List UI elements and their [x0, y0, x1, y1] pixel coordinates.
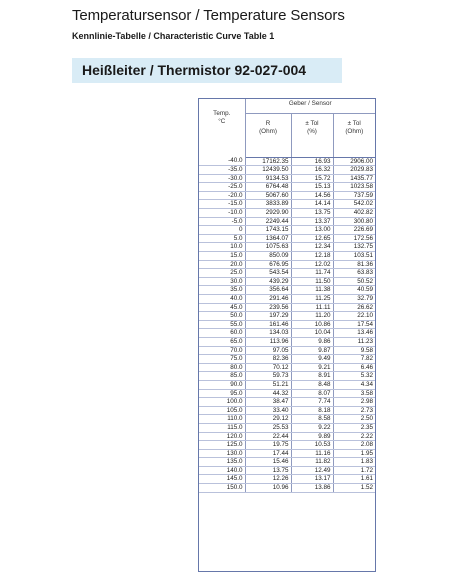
table-row [199, 363, 375, 372]
cell-resistance: 19.75 [245, 441, 291, 450]
cell-tolerance-percent: 9.21 [291, 363, 333, 372]
cell-temperature: 5.0 [199, 234, 245, 243]
table-row [199, 346, 375, 355]
cell-resistance: 17.44 [245, 449, 291, 458]
cell-temperature: 80.0 [199, 363, 245, 372]
cell-tolerance-percent: 11.50 [291, 277, 333, 286]
cell-tolerance-percent: 9.49 [291, 355, 333, 364]
cell-tolerance-ohm: 40.59 [333, 286, 375, 295]
cell-temperature: 120.0 [199, 432, 245, 441]
cell-temperature: 105.0 [199, 406, 245, 415]
cell-tolerance-ohm: 50.52 [333, 277, 375, 286]
cell-tolerance-ohm: 1.52 [333, 484, 375, 493]
table-row [199, 260, 375, 269]
cell-temperature: 50.0 [199, 312, 245, 321]
cell-tolerance-ohm: 3.58 [333, 389, 375, 398]
cell-temperature: 115.0 [199, 423, 245, 432]
table-row [199, 286, 375, 295]
cell-tolerance-ohm: 32.79 [333, 295, 375, 304]
cell-temperature: 85.0 [199, 372, 245, 381]
cell-resistance: 356.64 [245, 286, 291, 295]
cell-resistance: 97.05 [245, 346, 291, 355]
table-row [199, 312, 375, 321]
cell-temperature: -5.0 [199, 217, 245, 226]
cell-resistance: 51.21 [245, 380, 291, 389]
cell-tolerance-ohm: 63.83 [333, 269, 375, 278]
cell-tolerance-ohm: 2906.00 [333, 157, 375, 166]
table-row [199, 329, 375, 338]
cell-resistance: 70.12 [245, 363, 291, 372]
cell-resistance: 82.36 [245, 355, 291, 364]
cell-resistance: 1075.63 [245, 243, 291, 252]
table-row [199, 166, 375, 175]
table-row [199, 226, 375, 235]
cell-tolerance-percent: 11.38 [291, 286, 333, 295]
cell-resistance: 161.46 [245, 320, 291, 329]
table-row [199, 337, 375, 346]
cell-resistance: 291.46 [245, 295, 291, 304]
cell-tolerance-ohm: 13.46 [333, 329, 375, 338]
cell-temperature: 0 [199, 226, 245, 235]
cell-tolerance-percent: 13.75 [291, 209, 333, 218]
cell-tolerance-ohm: 2.08 [333, 441, 375, 450]
cell-tolerance-percent: 7.74 [291, 398, 333, 407]
cell-tolerance-percent: 12.65 [291, 234, 333, 243]
cell-tolerance-ohm: 2.98 [333, 398, 375, 407]
table-row [199, 320, 375, 329]
cell-tolerance-percent: 11.11 [291, 303, 333, 312]
cell-resistance: 676.95 [245, 260, 291, 269]
cell-tolerance-percent: 8.48 [291, 380, 333, 389]
cell-tolerance-percent: 8.07 [291, 389, 333, 398]
table-row [199, 449, 375, 458]
header-resistance-unit: (Ohm) [259, 127, 277, 135]
cell-tolerance-ohm: 1023.58 [333, 183, 375, 192]
cell-resistance: 543.54 [245, 269, 291, 278]
cell-tolerance-ohm: 7.82 [333, 355, 375, 364]
header-temperature-label: Temp. [213, 110, 231, 117]
cell-resistance: 12439.50 [245, 166, 291, 175]
cell-tolerance-ohm: 9.58 [333, 346, 375, 355]
table-row [199, 406, 375, 415]
cell-resistance: 38.47 [245, 398, 291, 407]
cell-resistance: 439.29 [245, 277, 291, 286]
cell-temperature: 10.0 [199, 243, 245, 252]
cell-tolerance-percent: 11.25 [291, 295, 333, 304]
table-row [199, 295, 375, 304]
cell-resistance: 12.26 [245, 475, 291, 484]
cell-resistance: 59.73 [245, 372, 291, 381]
table-row [199, 303, 375, 312]
cell-tolerance-percent: 12.49 [291, 466, 333, 475]
cell-temperature: -40.0 [199, 157, 245, 166]
table-row [199, 484, 375, 493]
cell-tolerance-percent: 16.32 [291, 166, 333, 175]
page-title: Temperatursensor / Temperature Sensors [72, 7, 345, 24]
cell-tolerance-percent: 8.91 [291, 372, 333, 381]
cell-resistance: 2929.90 [245, 209, 291, 218]
table-row [199, 432, 375, 441]
cell-tolerance-ohm: 22.10 [333, 312, 375, 321]
cell-temperature: 110.0 [199, 415, 245, 424]
cell-tolerance-ohm: 300.80 [333, 217, 375, 226]
table-row [199, 441, 375, 450]
header-tolerance-ohm [333, 114, 375, 157]
cell-resistance: 44.32 [245, 389, 291, 398]
table-row [199, 466, 375, 475]
cell-tolerance-percent: 8.58 [291, 415, 333, 424]
header-tolerance-ohm-unit: (Ohm) [345, 127, 364, 135]
table-row [199, 200, 375, 209]
cell-temperature: 35.0 [199, 286, 245, 295]
cell-tolerance-percent: 9.86 [291, 337, 333, 346]
cell-resistance: 239.56 [245, 303, 291, 312]
header-tolerance-percent [291, 114, 333, 157]
page-subtitle: Kennlinie-Tabelle / Characteristic Curve Table 1 [72, 31, 275, 41]
cell-tolerance-ohm: 2.35 [333, 423, 375, 432]
cell-tolerance-ohm: 402.82 [333, 209, 375, 218]
table-row [199, 269, 375, 278]
cell-tolerance-percent: 12.02 [291, 260, 333, 269]
cell-resistance: 1364.07 [245, 234, 291, 243]
cell-temperature: 40.0 [199, 295, 245, 304]
cell-resistance: 15.46 [245, 458, 291, 467]
cell-temperature: 60.0 [199, 329, 245, 338]
cell-tolerance-percent: 10.86 [291, 320, 333, 329]
resistance-table [199, 99, 375, 493]
cell-tolerance-ohm: 542.02 [333, 200, 375, 209]
cell-tolerance-ohm: 132.75 [333, 243, 375, 252]
table-row [199, 389, 375, 398]
cell-tolerance-percent: 10.04 [291, 329, 333, 338]
cell-temperature: -25.0 [199, 183, 245, 192]
cell-resistance: 197.29 [245, 312, 291, 321]
header-temperature [199, 99, 245, 157]
table-row [199, 243, 375, 252]
cell-temperature: 95.0 [199, 389, 245, 398]
cell-tolerance-ohm: 2.73 [333, 406, 375, 415]
cell-tolerance-ohm: 1.61 [333, 475, 375, 484]
cell-tolerance-ohm: 81.36 [333, 260, 375, 269]
cell-tolerance-ohm: 2.50 [333, 415, 375, 424]
cell-tolerance-percent: 13.17 [291, 475, 333, 484]
cell-tolerance-percent: 8.18 [291, 406, 333, 415]
cell-resistance: 13.75 [245, 466, 291, 475]
cell-resistance: 33.40 [245, 406, 291, 415]
cell-tolerance-percent: 12.18 [291, 252, 333, 261]
cell-tolerance-ohm: 26.62 [333, 303, 375, 312]
header-temperature-unit: °C [218, 117, 226, 125]
cell-tolerance-percent: 16.93 [291, 157, 333, 166]
cell-temperature: 145.0 [199, 475, 245, 484]
cell-resistance: 22.44 [245, 432, 291, 441]
cell-resistance: 6764.48 [245, 183, 291, 192]
cell-temperature: 30.0 [199, 277, 245, 286]
header-sensor-group: Geber / Sensor [245, 99, 375, 114]
cell-resistance: 134.03 [245, 329, 291, 338]
table-row [199, 191, 375, 200]
table-row [199, 252, 375, 261]
table-body [199, 157, 375, 492]
cell-tolerance-ohm: 4.34 [333, 380, 375, 389]
header-tolerance-percent-unit: (%) [307, 127, 317, 135]
cell-temperature: 70.0 [199, 346, 245, 355]
cell-resistance: 5067.60 [245, 191, 291, 200]
cell-temperature: 140.0 [199, 466, 245, 475]
cell-resistance: 2249.44 [245, 217, 291, 226]
cell-tolerance-percent: 11.20 [291, 312, 333, 321]
table-row [199, 234, 375, 243]
cell-resistance: 25.53 [245, 423, 291, 432]
section-banner: Heißleiter / Thermistor 92-027-004 [72, 58, 342, 83]
cell-temperature: -10.0 [199, 209, 245, 218]
cell-tolerance-percent: 13.37 [291, 217, 333, 226]
table-row [199, 157, 375, 166]
cell-tolerance-ohm: 737.59 [333, 191, 375, 200]
cell-temperature: -20.0 [199, 191, 245, 200]
cell-tolerance-ohm: 1.95 [333, 449, 375, 458]
table-row [199, 380, 375, 389]
cell-temperature: 45.0 [199, 303, 245, 312]
cell-resistance: 9134.53 [245, 174, 291, 183]
cell-tolerance-ohm: 226.69 [333, 226, 375, 235]
cell-resistance: 3833.89 [245, 200, 291, 209]
table-row [199, 372, 375, 381]
table-row [199, 458, 375, 467]
cell-tolerance-ohm: 6.46 [333, 363, 375, 372]
cell-resistance: 113.96 [245, 337, 291, 346]
cell-temperature: 15.0 [199, 252, 245, 261]
cell-tolerance-ohm: 103.51 [333, 252, 375, 261]
table-row [199, 209, 375, 218]
cell-tolerance-ohm: 1.83 [333, 458, 375, 467]
cell-temperature: 75.0 [199, 355, 245, 364]
cell-tolerance-percent: 13.86 [291, 484, 333, 493]
cell-temperature: 55.0 [199, 320, 245, 329]
table-row [199, 398, 375, 407]
cell-tolerance-percent: 11.74 [291, 269, 333, 278]
table-row [199, 174, 375, 183]
cell-resistance: 850.09 [245, 252, 291, 261]
header-resistance-label: R [265, 120, 271, 128]
cell-tolerance-percent: 12.34 [291, 243, 333, 252]
header-resistance [245, 114, 291, 157]
table-row [199, 217, 375, 226]
cell-tolerance-percent: 9.22 [291, 423, 333, 432]
cell-temperature: 130.0 [199, 449, 245, 458]
cell-temperature: 150.0 [199, 484, 245, 493]
header-tolerance-ohm-label: ± Tol [347, 120, 361, 128]
header-tolerance-percent-label: ± Tol [305, 120, 319, 128]
cell-tolerance-ohm: 5.32 [333, 372, 375, 381]
cell-temperature: 135.0 [199, 458, 245, 467]
cell-tolerance-percent: 14.56 [291, 191, 333, 200]
cell-temperature: 125.0 [199, 441, 245, 450]
cell-resistance: 17162.35 [245, 157, 291, 166]
cell-tolerance-percent: 15.13 [291, 183, 333, 192]
table-row [199, 277, 375, 286]
cell-tolerance-percent: 14.14 [291, 200, 333, 209]
characteristic-curve-table [198, 98, 376, 572]
cell-temperature: -30.0 [199, 174, 245, 183]
cell-resistance: 10.96 [245, 484, 291, 493]
table-row [199, 423, 375, 432]
cell-temperature: 100.0 [199, 398, 245, 407]
cell-tolerance-percent: 9.87 [291, 346, 333, 355]
cell-tolerance-ohm: 2029.83 [333, 166, 375, 175]
cell-temperature: 20.0 [199, 260, 245, 269]
table-row [199, 475, 375, 484]
cell-tolerance-percent: 11.82 [291, 458, 333, 467]
cell-tolerance-percent: 9.89 [291, 432, 333, 441]
cell-temperature: -15.0 [199, 200, 245, 209]
cell-tolerance-percent: 15.72 [291, 174, 333, 183]
table-row [199, 355, 375, 364]
cell-tolerance-percent: 13.00 [291, 226, 333, 235]
cell-tolerance-percent: 10.53 [291, 441, 333, 450]
cell-tolerance-ohm: 172.56 [333, 234, 375, 243]
table-row [199, 415, 375, 424]
table-row [199, 183, 375, 192]
cell-resistance: 1743.15 [245, 226, 291, 235]
cell-tolerance-ohm: 1435.77 [333, 174, 375, 183]
cell-tolerance-percent: 11.16 [291, 449, 333, 458]
cell-temperature: 90.0 [199, 380, 245, 389]
cell-temperature: 65.0 [199, 337, 245, 346]
cell-tolerance-ohm: 2.22 [333, 432, 375, 441]
cell-temperature: 25.0 [199, 269, 245, 278]
cell-resistance: 29.12 [245, 415, 291, 424]
cell-tolerance-ohm: 11.23 [333, 337, 375, 346]
cell-tolerance-ohm: 1.72 [333, 466, 375, 475]
cell-tolerance-ohm: 17.54 [333, 320, 375, 329]
cell-temperature: -35.0 [199, 166, 245, 175]
